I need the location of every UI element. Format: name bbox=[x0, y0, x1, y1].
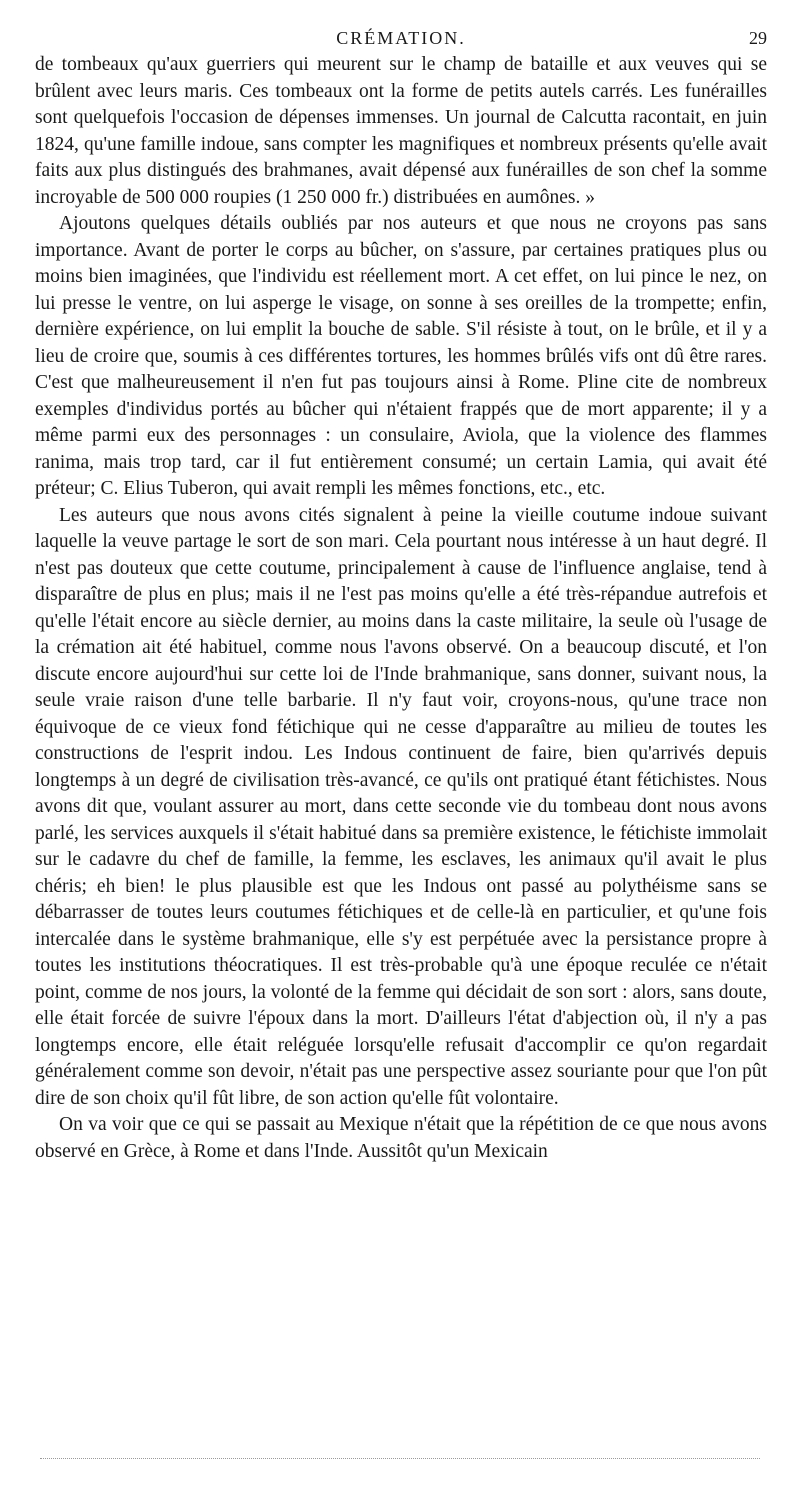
paragraph: Ajoutons quelques détails oubliés par nos auteurs et que nous ne croyons pas sans importance. Avant de porter le corps au bûcher, on s'assure, par certaines pratiques plus ou moins bien imaginées, que l'individu est réellement mort. A cet effet, on lui pince le nez, on lui presse le ventre, on lui asperge le visage, on sonne à ses oreilles de la trompette; enfin, dernière expérience, on lui emplit la bouche de sable. S'il résiste à tout, on le brûle, et il y a lieu de croire que, soumis à ces différentes tortures, les hommes brûlés vifs ont dû être rares. C'est que malheureusement il n'en fut pas toujours ainsi à Rome. Pline cite de nombreux exemples d'individus portés au bûcher qui n'étaient frappés que de mort apparente; il y a même parmi eux des personnages : un consulaire, Aviola, que la violence des flammes ranima, mais trop tard, car il fut entièrement consumé; un certain Lamia, qui avait été préteur; C. Elius Tuberon, qui avait rempli les mêmes fonctions, etc., etc. bbox=[35, 213, 767, 499]
body-text bbox=[35, 52, 767, 1165]
running-title: CRÉMATION. bbox=[336, 28, 466, 48]
page-number: 29 bbox=[749, 28, 767, 48]
page-header bbox=[35, 22, 767, 52]
paragraph: Les auteurs que nous avons cités signalent à peine la vieille coutume indoue suivant laquelle la veuve partage le sort de son mari. Cela pourtant nous intéresse à un haut degré. Il n'est pas douteux que cette coutume, principalement à cause de l'influence anglaise, tend à disparaître de plus en plus; mais il ne l'est pas moins qu'elle a été très-répandue autrefois et qu'elle l'était encore au siècle dernier, au moins dans la caste militaire, la seule où l'usage de la crémation ait été habituel, comme nous l'avons observé. On a beaucoup discuté, et l'on discute encore aujourd'hui sur cette loi de l'Inde brahmanique, sans donner, suivant nous, la seule vraie raison d'une telle barbarie. Il n'y faut voir, croyons-nous, qu'une trace non équivoque de ce vieux fond fétichique qui ne cesse d'apparaître au milieu de toutes les constructions de l'esprit indou. Les Indous continuent de faire, bien qu'arrivés depuis longtemps à un degré de civilisation très-avancé, ce qu'ils ont pratiqué étant fétichistes. Nous avons dit que, voulant assurer au mort, dans cette seconde vie du tombeau dont nous avons parlé, les services auxquels il s'était habitué dans sa première existence, le fétichiste immolait sur le cadavre du chef de famille, la femme, les esclaves, les animaux qu'il avait le plus chéris; eh bien! le plus plausible est que les Indous ont passé au polythéisme sans se débarrasser de toutes leurs coutumes fétichiques et de celle-là en particulier, et qu'une fois intercalée dans le système brahmanique, elle s'y est perpétuée avec la persistance propre à toutes les institutions théocratiques. Il est très-probable qu'à une époque reculée ce n'était point, comme de nos jours, la volonté de la femme qui décidait de son sort : alors, sans doute, elle était forcée de suivre l'époux dans la mort. D'ailleurs l'état d'abjection où, il n'y a pas longtemps encore, elle était reléguée lorsqu'elle refusait d'accomplir ce qu'on regardait généralement comme son devoir, n'était pas une perspective assez souriante pour que l'on pût dire de son choix qu'il fût libre, de son action qu'elle fût volontaire. bbox=[35, 504, 767, 1109]
footer-divider bbox=[40, 1458, 760, 1459]
paragraph-continued: de tombeaux qu'aux guerriers qui meurent sur le champ de bataille et aux veuves qui se brûlent avec leurs maris. Ces tombeaux ont la forme de petits autels carrés. Les funérailles sont quelquefois l'occasion de dépenses immenses. Un journal de Calcutta racontait, en juin 1824, qu'une famille indoue, sans compter les magnifiques et nombreux présents qu'elle avait faits aux plus distingués des brahmanes, avait dépensé aux funérailles de son chef la somme incroyable de 500 000 roupies (1 250 000 fr.) distribuées en aumônes. » bbox=[35, 54, 767, 208]
document-page bbox=[35, 22, 767, 1165]
paragraph: On va voir que ce qui se passait au Mexique n'était que la répétition de ce que nous avons observé en Grèce, à Rome et dans l'Inde. Aussitôt qu'un Mexicain bbox=[35, 1114, 767, 1162]
